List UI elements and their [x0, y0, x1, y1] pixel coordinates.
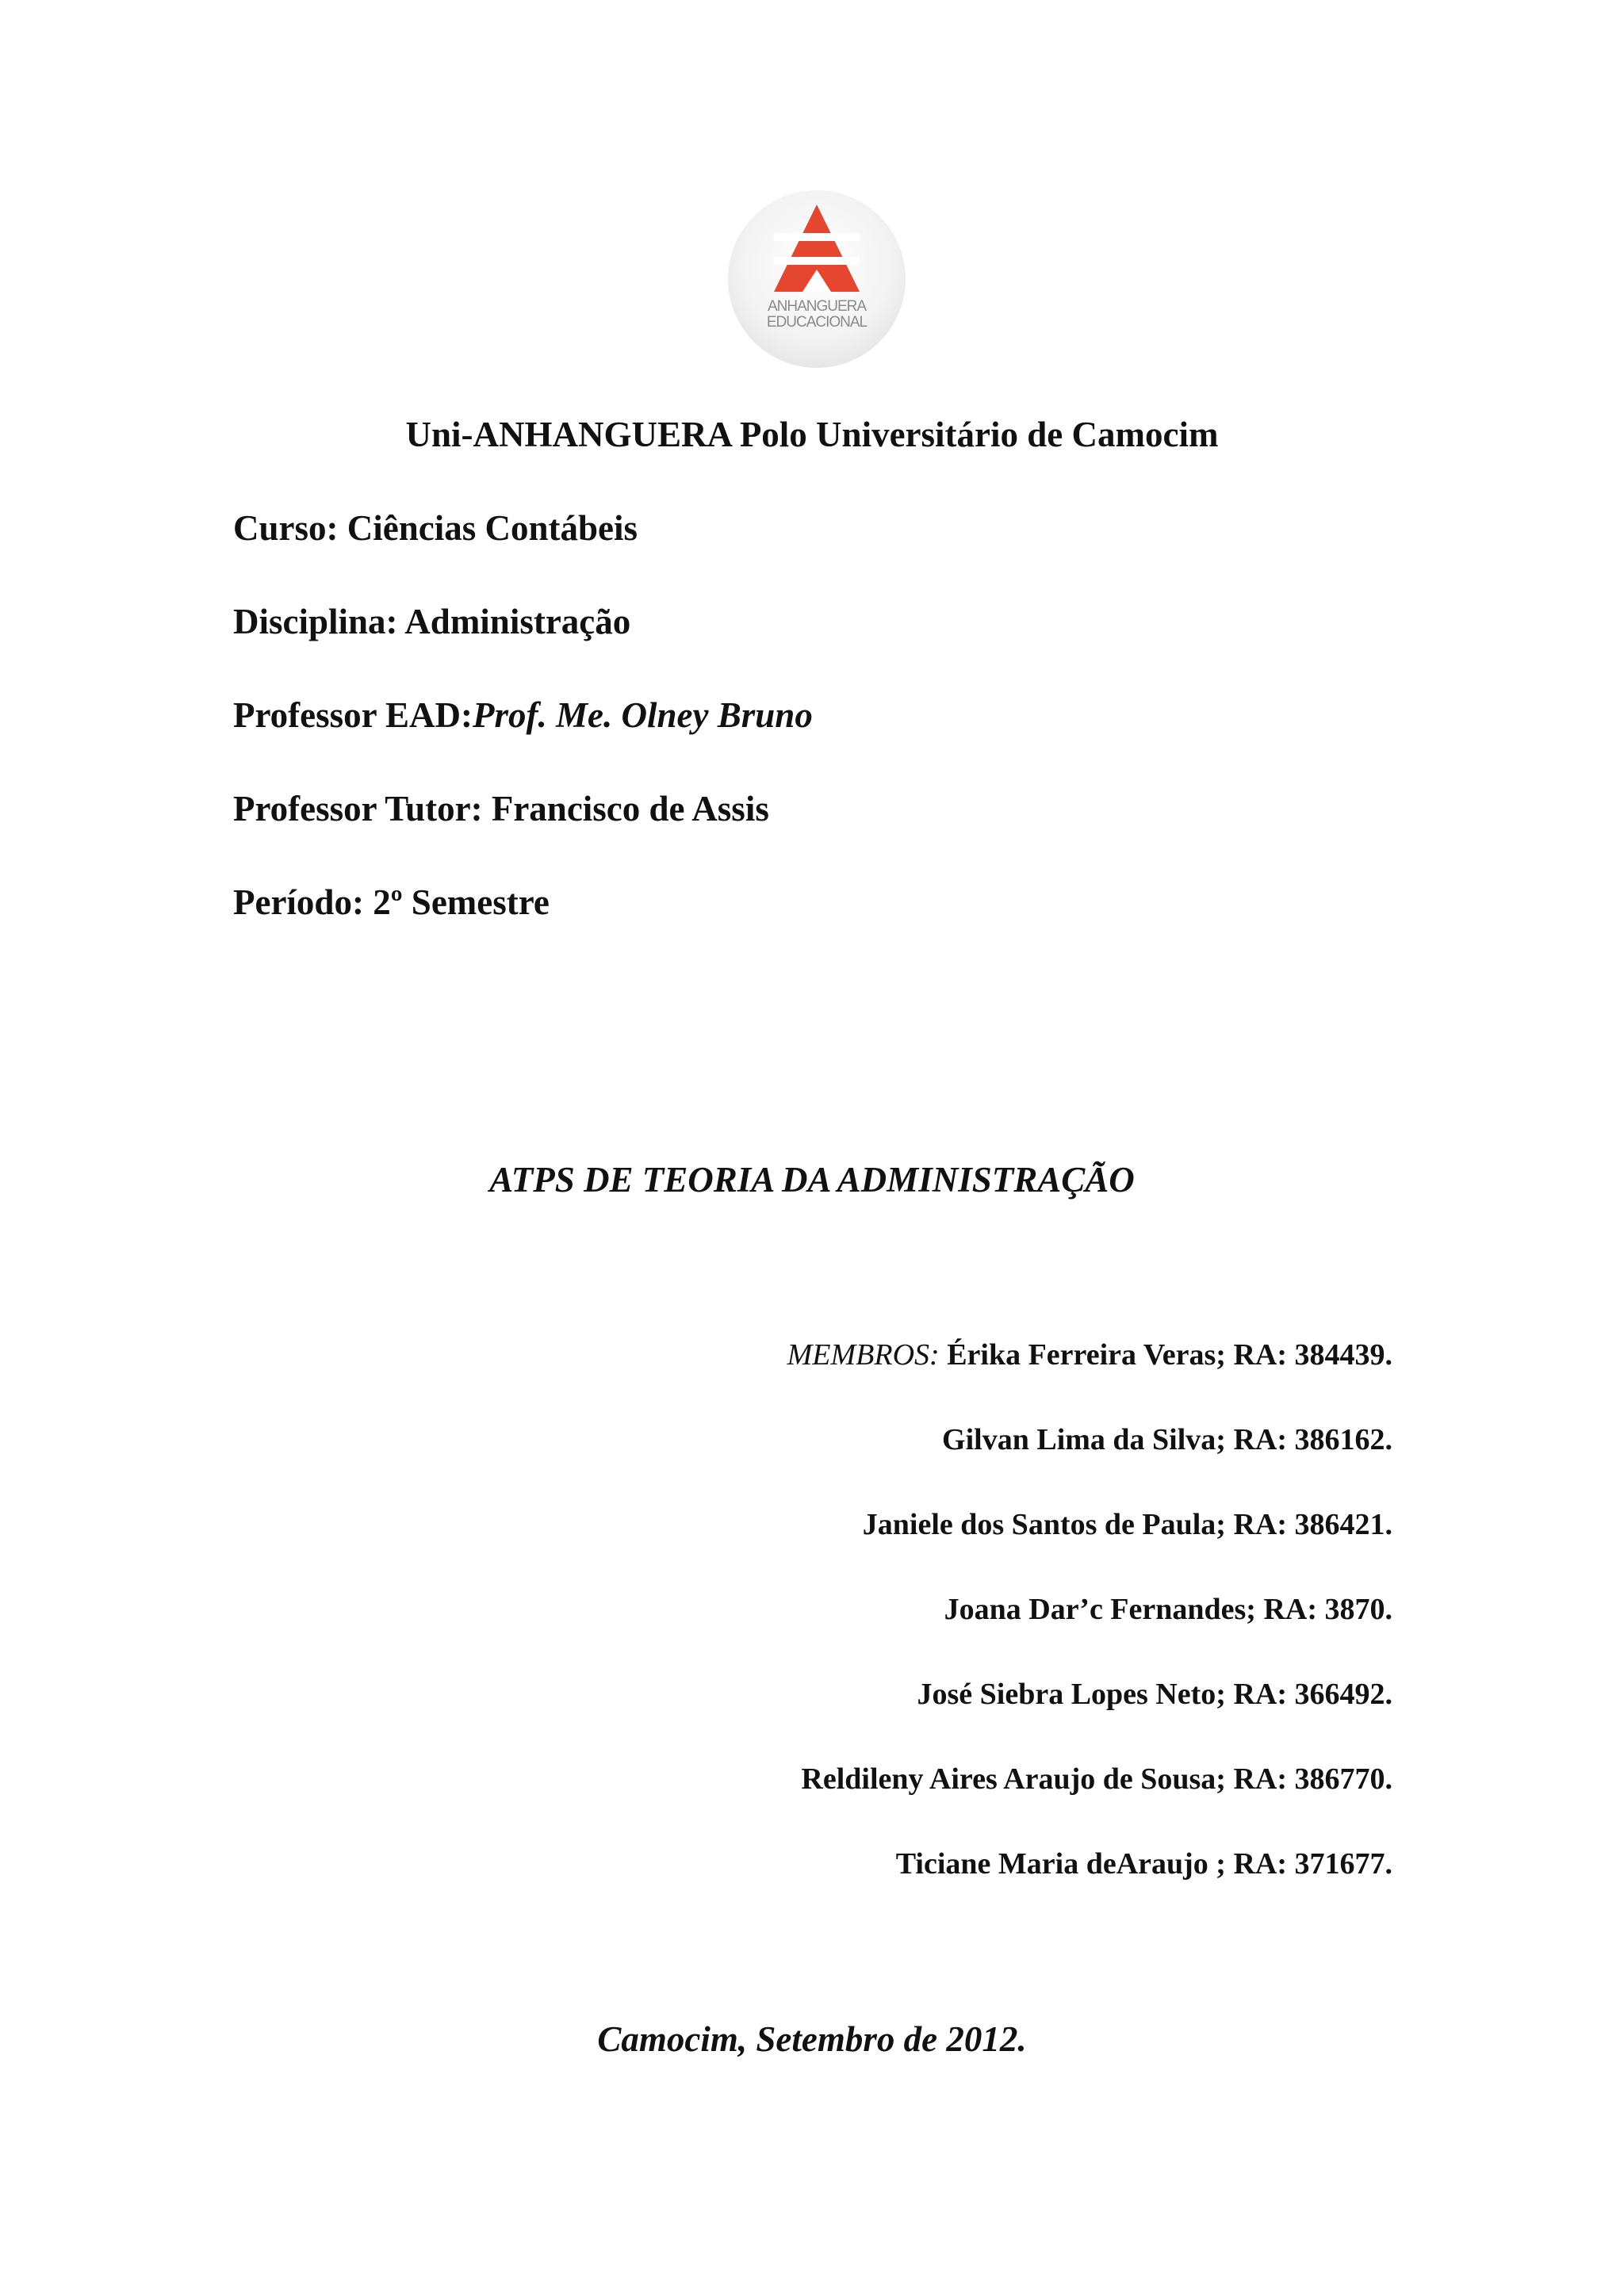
- place-date: Camocim, Setembro de 2012.: [597, 2019, 1027, 2059]
- professor-ead-label: Professor EAD:: [233, 695, 473, 735]
- member-item: Reldileny Aires Araujo de Sousa; RA: 386770.: [801, 1762, 1392, 1796]
- member-name: Érika Ferreira Veras; RA: 384439.: [939, 1338, 1392, 1372]
- period-line: Período: 2º Semestre: [233, 882, 550, 922]
- logo-text-line1: ANHANGUERA: [767, 298, 867, 315]
- triangle-logo-icon: [728, 190, 906, 368]
- document-title: ATPS DE TEORIA DA ADMINISTRAÇÃO: [489, 1160, 1135, 1200]
- professor-ead-name: Prof. Me. Olney Bruno: [473, 695, 813, 735]
- member-item: [787, 1337, 1392, 1422]
- members-label: MEMBROS:: [787, 1338, 940, 1372]
- members-list: [787, 1337, 1392, 1931]
- member-item: Janiele dos Santos de Paula; RA: 386421.: [862, 1508, 1392, 1541]
- member-item: Ticiane Maria deAraujo ; RA: 371677.: [895, 1847, 1392, 1881]
- member-item: Gilvan Lima da Silva; RA: 386162.: [942, 1423, 1392, 1456]
- logo-text-line2: EDUCACIONAL: [766, 314, 868, 331]
- course-line: Curso: Ciências Contábeis: [233, 508, 638, 548]
- anhanguera-logo: [728, 190, 906, 368]
- member-item: José Siebra Lopes Neto; RA: 366492.: [917, 1678, 1392, 1711]
- discipline-line: Disciplina: Administração: [233, 602, 631, 641]
- institution-title: Uni-ANHANGUERA Polo Universitário de Camocim: [405, 415, 1219, 454]
- tutor-line: Professor Tutor: Francisco de Assis: [233, 789, 769, 828]
- professor-ead-line: [233, 695, 813, 736]
- member-item: Joana Dar’c Fernandes; RA: 3870.: [944, 1593, 1392, 1626]
